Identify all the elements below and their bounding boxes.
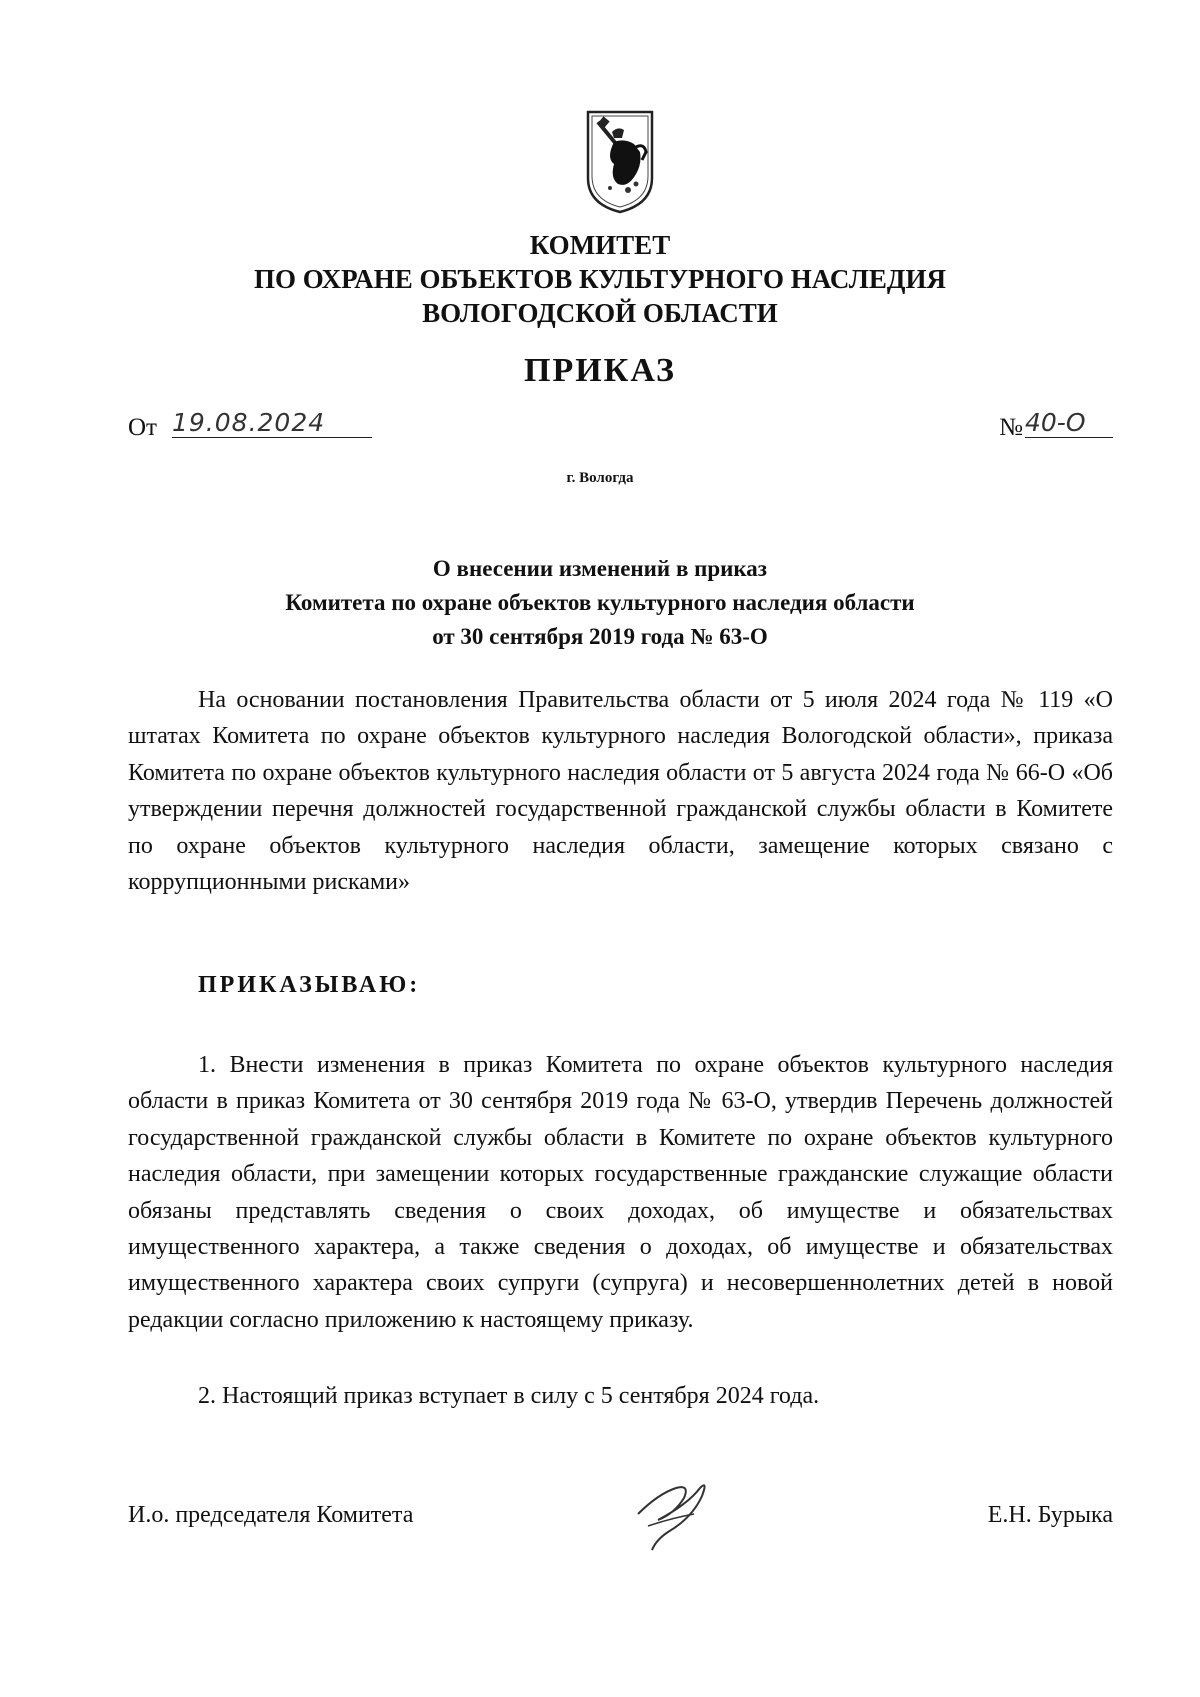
subject-line-1: О внесении изменений в приказ bbox=[432, 556, 768, 581]
date-label: От bbox=[128, 414, 157, 441]
date-number-row bbox=[128, 408, 1113, 448]
number-label: № bbox=[999, 414, 1023, 441]
handwritten-signature bbox=[628, 1474, 718, 1554]
coat-of-arms-icon bbox=[584, 108, 656, 214]
signatory-title: И.о. председателя Комитета bbox=[128, 1502, 414, 1528]
signatory-name: Е.Н. Бурыка bbox=[987, 1502, 1113, 1528]
committee-line-2: ПО ОХРАНЕ ОБЪЕКТОВ КУЛЬТУРНОГО НАСЛЕДИЯ bbox=[254, 264, 946, 294]
subject-heading bbox=[100, 552, 1100, 654]
signature-block bbox=[128, 1480, 1113, 1550]
subject-line-3: от 30 сентября 2019 года № 63-О bbox=[432, 624, 768, 649]
committee-line-1: КОМИТЕТ bbox=[529, 230, 671, 260]
number-value: 40-О bbox=[1025, 408, 1113, 438]
order-item-2: 2. Настоящий приказ вступает в силу с 5 сентября 2024 года. bbox=[198, 1383, 820, 1409]
basis-paragraph: На основании постановления Правительства области от 5 июля 2024 года № 119 «О штатах Комитета по охране объектов культурного наследия Вологодской области», приказа Комитета по охране объектов культурного наследия области от 5 августа 2024 года № 66-О «Об утверждении перечня должностей государственной гражданской службы области в Комитете по охране объектов культурного наследия области, замещение которых связано с коррупционными рисками» bbox=[128, 687, 1113, 896]
document-type: ПРИКАЗ bbox=[524, 352, 676, 389]
subject-line-2: Комитета по охране объектов культурного наследия области bbox=[285, 590, 915, 615]
city: г. Вологда bbox=[566, 470, 634, 486]
date-value: 19.08.2024 bbox=[172, 408, 372, 438]
committee-line-3: ВОЛОГОДСКОЙ ОБЛАСТИ bbox=[422, 298, 778, 328]
order-word: ПРИКАЗЫВАЮ: bbox=[198, 972, 421, 998]
committee-name bbox=[100, 228, 1100, 330]
order-item-1: 1. Внести изменения в приказ Комитета по охране объектов культурного наследия области в приказ Комитета от 30 сентября 2019 года № 63-О, утвердив Перечень должностей государственной гражданской службы области в Комитете по охране объектов культурного наследия области, при замещении которых государственные гражданские служащие области обязаны представлять сведения о своих доходах, об имуществе и обязательствах имущественного характера, а также сведения о доходах, об имуществе и обязательствах имущественного характера своих супруги (супруга) и несовершеннолетних детей в новой редакции согласно приложению к настоящему приказу. bbox=[128, 1052, 1113, 1333]
